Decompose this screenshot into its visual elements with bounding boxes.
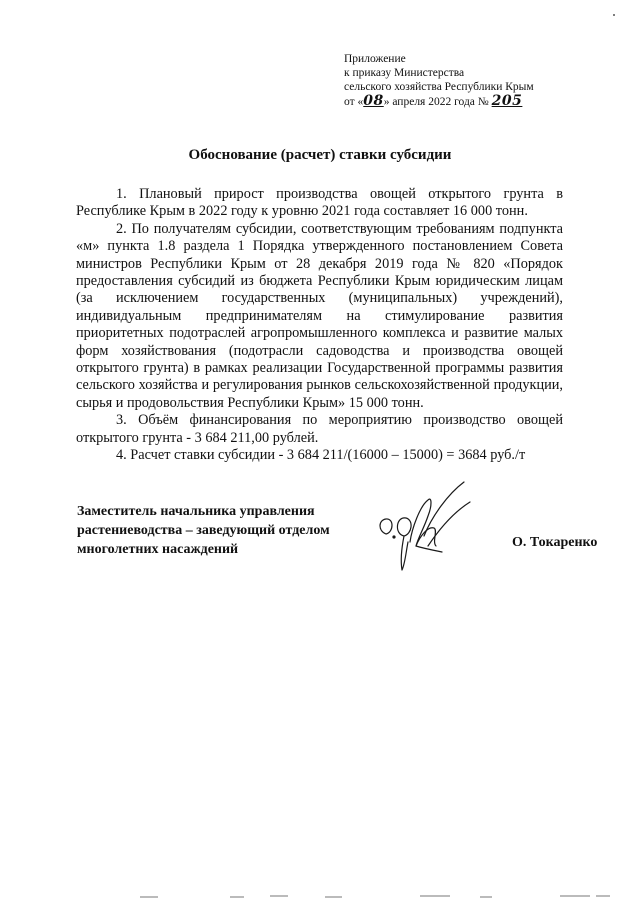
signer-position-line-1: Заместитель начальника управления	[77, 504, 315, 519]
handwritten-signature	[372, 476, 482, 576]
paragraph-2: 2. По получателям субсидии, соответствующим требованиям подпункта «м» пункта 1.8 раздела 1 Порядка утвержденного постановлением Совета министров Республики Крым от 28 декабря 2019 года № 820 «Порядок предоставления субсидий из бюджета Республики Крым юридическим лицам (за исключением государственных (муниципальных) учреждений), индивидуальным предпринимателям на стимулирование развития приоритетных подотраслей агропромышленного комплекса и развитие малых форм хозяйствования (подотрасли садоводства и производства овощей открытого грунта) в рамках реализации Государственной программы развития сельского хозяйства и регулирования рынков сельскохозяйственной продукции, сырья и продовольствия Республики Крым» 15 000 тонн.	[76, 220, 563, 411]
paragraph-4: 4. Расчет ставки субсидии - 3 684 211/(16000 – 15000) = 3684 руб./т	[116, 447, 526, 464]
appendix-header	[344, 52, 574, 109]
appendix-date-day: 08	[363, 93, 384, 109]
signer-position	[77, 502, 377, 559]
signer-position-line-3: многолетних насаждений	[77, 542, 239, 557]
appendix-date-middle: » апреля 2022 года №	[383, 96, 489, 108]
document-title: Обоснование (расчет) ставки субсидии	[188, 147, 452, 163]
paragraph-1: 1. Плановый прирост производства овощей открытого грунта в Республике Крым в 2022 году к уровню 2021 года составляет 16 000 тонн.	[76, 186, 563, 220]
appendix-date-prefix: от «	[344, 96, 364, 108]
paragraph-3: 3. Объём финансирования по мероприятию производство овощей открытого грунта - 3 684 211,00 рублей.	[76, 412, 563, 446]
appendix-order-number: 205	[491, 93, 523, 109]
scan-edge-marks	[120, 893, 620, 899]
document-body	[76, 186, 563, 465]
appendix-line-3: сельского хозяйства Республики Крым	[344, 81, 534, 93]
appendix-line-1: Приложение	[344, 53, 406, 65]
appendix-line-2: к приказу Министерства	[344, 67, 465, 79]
signer-name: О. Токаренко	[512, 535, 598, 550]
scan-speck	[613, 14, 615, 16]
signer-position-line-2: растениеводства – заведующий отделом	[77, 523, 330, 538]
appendix-date-line	[344, 94, 574, 109]
